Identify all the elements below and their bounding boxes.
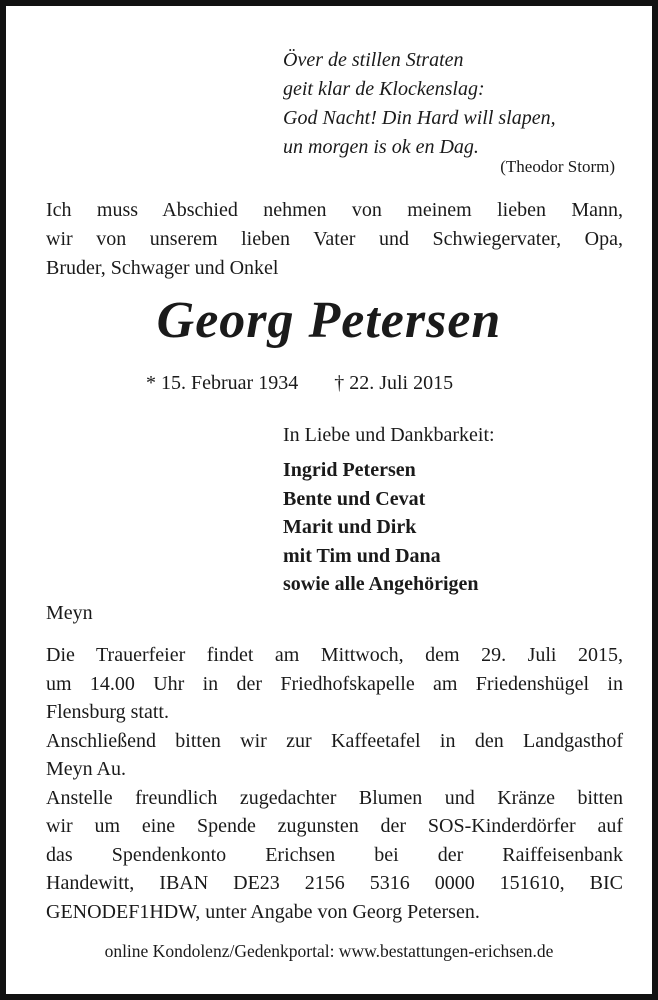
- paragraph-line: Flensburg statt.: [46, 701, 169, 723]
- paragraph-line: um 14.00 Uhr in der Friedhofskapelle am Friedenshügel in: [46, 672, 623, 695]
- funeral-paragraph: [46, 641, 623, 727]
- paragraph-line: Anstelle freundlich zugedachter Blumen und Kränze bitten: [46, 786, 623, 809]
- poem-author: (Theodor Storm): [500, 157, 615, 176]
- intro-line: Bruder, Schwager und Onkel: [46, 257, 279, 279]
- place-name: Meyn: [46, 602, 93, 624]
- deceased-name: Georg Petersen: [156, 292, 502, 349]
- mourners-heading: In Liebe und Dankbarkeit:: [283, 424, 495, 446]
- paragraph-line: Handewitt, IBAN DE23 2156 5316 0000 151610, BIC: [46, 872, 623, 894]
- donation-paragraph: [46, 784, 623, 927]
- mourners-list: [283, 456, 479, 599]
- death-date: † 22. Juli 2015: [334, 372, 454, 394]
- birth-date: * 15. Februar 1934: [146, 372, 299, 394]
- paragraph-line: Anschließend bitten wir zur Kaffeetafel in den Landgasthof: [46, 729, 623, 752]
- coffee-paragraph: [46, 727, 623, 784]
- intro-text: [46, 196, 623, 283]
- paragraph-line: GENODEF1HDW, unter Angabe von Georg Petersen.: [46, 900, 480, 923]
- paragraph-line: das Spendenkonto Erichsen bei der Raiffeisenbank: [46, 843, 623, 866]
- life-dates: [146, 369, 546, 397]
- poem-line: God Nacht! Din Hard will slapen,: [283, 107, 556, 129]
- paragraph-line: Die Trauerfeier findet am Mittwoch, dem 29. Juli 2015,: [46, 644, 623, 666]
- paragraph-line: wir um eine Spende zugunsten der SOS-Kinderdörfer auf: [46, 815, 623, 837]
- mourner-name: mit Tim und Dana: [283, 544, 441, 567]
- poem-line: geit klar de Klockenslag:: [283, 78, 485, 100]
- poem: [283, 46, 623, 162]
- notice-paragraphs: [46, 641, 623, 926]
- mourner-name: Ingrid Petersen: [283, 459, 416, 481]
- condolence-portal-link[interactable]: online Kondolenz/Gedenkportal: www.bestattungen-erichsen.de: [104, 941, 554, 961]
- paragraph-line: Meyn Au.: [46, 758, 126, 780]
- intro-line: Ich muss Abschied nehmen von meinem lieben Mann,: [46, 199, 623, 221]
- poem-line: un morgen is ok en Dag.: [283, 136, 479, 158]
- mourner-name: sowie alle Angehörigen: [283, 573, 479, 595]
- poem-line: Över de stillen Straten: [283, 49, 464, 71]
- mourner-name: Marit und Dirk: [283, 516, 417, 538]
- mourner-name: Bente und Cevat: [283, 487, 426, 510]
- intro-line: wir von unserem lieben Vater und Schwiegervater, Opa,: [46, 228, 623, 250]
